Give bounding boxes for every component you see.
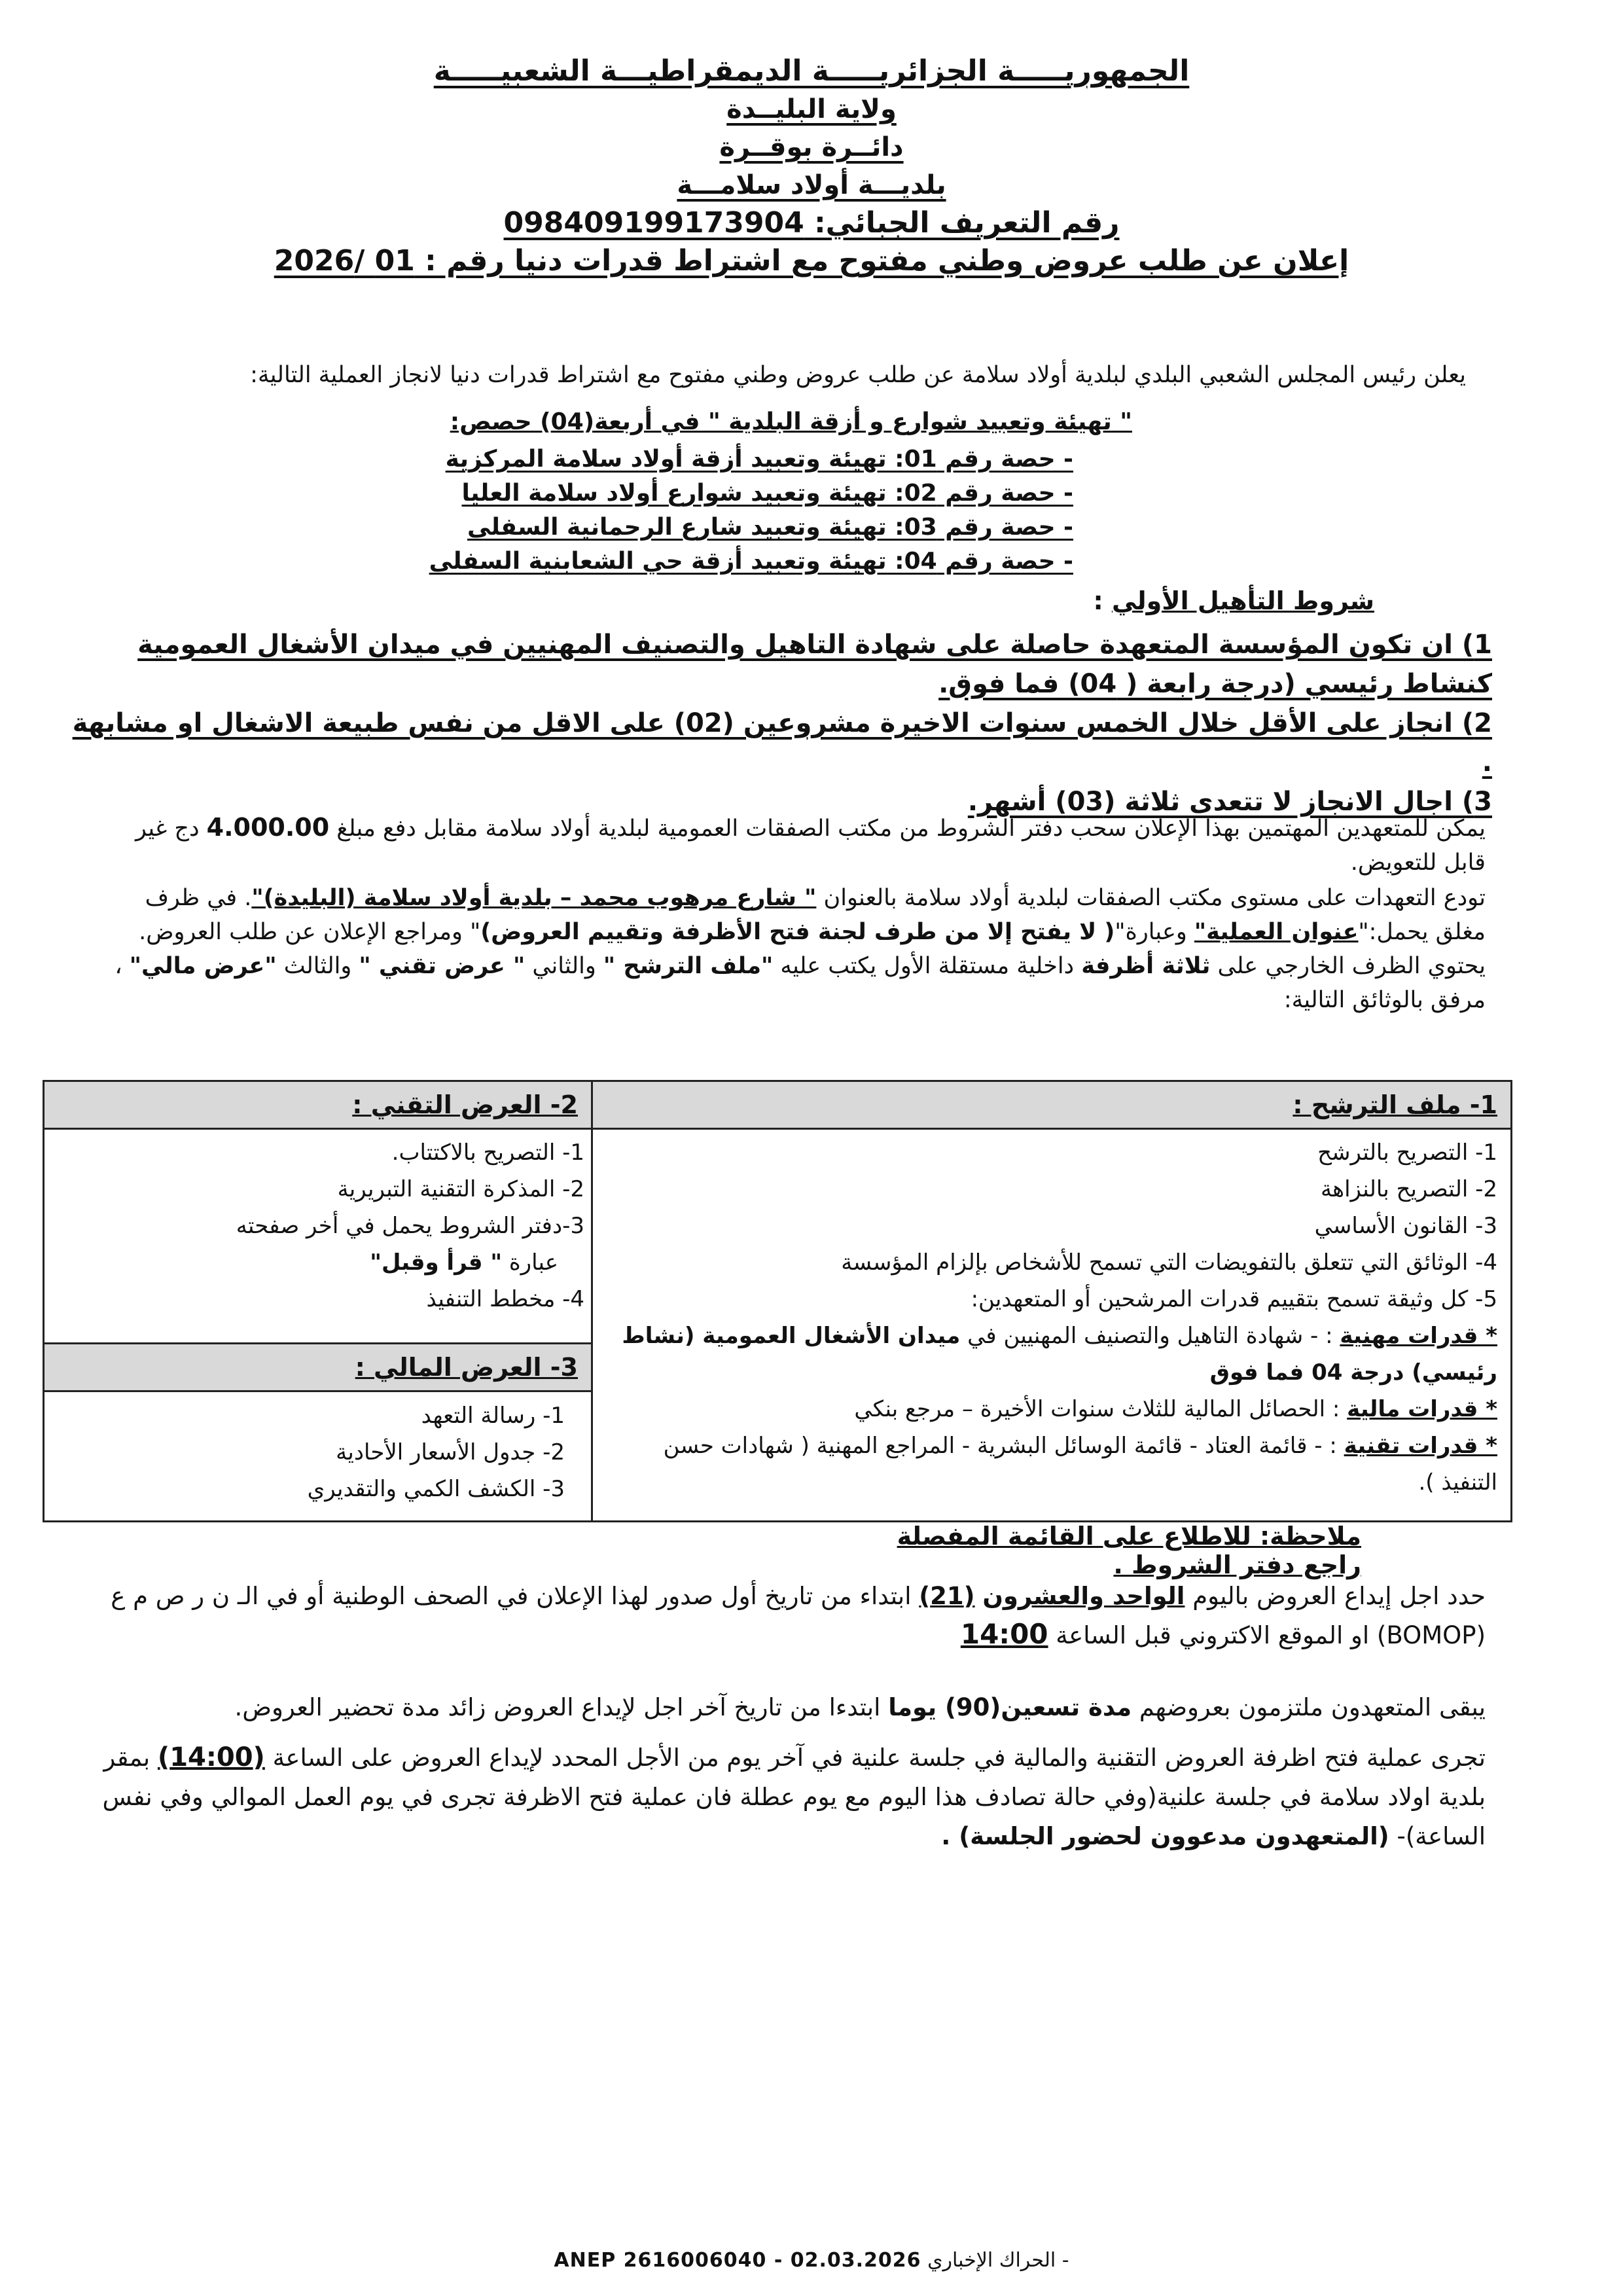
deadline-time: 14:00 [960,1618,1048,1650]
intro-line: يعلن رئيس المجلس الشعبي البلدي لبلدية أولاد سلامة عن طلب عروض وطني مفتوح مع اشتراط قدرات دنيا لانجاز العملية التالية: [250,362,1466,388]
condition-item: 2) انجاز على الأقل خلال الخمس سنوات الاخيرة مشروعين (02) على الاقل من نفس طبيعة الاشغال او مشابهة . [72,708,1492,778]
list-item: 2- المذكرة التقنية التبريرية [337,1176,584,1202]
financial-header-row [45,1342,591,1392]
financial-cell [54,1397,565,1507]
opening-paragraph: تجرى عملية فتح اظرفة العروض التقنية والمالية في جلسة علنية في آخر يوم من الأجل المحدد لإيداع العروض على الساعة (14:00) بمقر بلدية اولاد سلامة في جلسة علنية(وفي حالة تصادف هذا اليوم مع يوم عطلة فان عملية فتح الاظرفة تجرى في يوم العمل الموالي وفي نفس الساعة)- (المتعهدون مدعوون لحضور الجلسة) . [102,1742,1486,1850]
deposit-address: " شارع مرهوب محمد – بلدية أولاد سلامة (البليدة)" [251,885,817,911]
lot-item: - حصة رقم 04: تهيئة وتعبيد أزقة حي الشعابنية السفلى [429,548,1073,575]
tax-id-value: 098409199173904 [503,206,804,240]
financial-capacity: * قدرات مالية : الحصائل المالية للثلاث سنوات الأخيرة – مرجع بنكي [854,1396,1497,1422]
republic-title: الجمهوريـــــة الجزائريـــــة الديمقراطيـــة الشعبيـــــة [433,54,1190,88]
header [0,52,1623,280]
tax-id-line: رقم التعريف الجبائي: 098409199173904 [503,206,1120,240]
lot-item: - حصة رقم 02: تهيئة وتعبيد شوارع أولاد سلامة العليا [461,480,1073,507]
eligibility-title: شروط التأهيل الأولي : [1093,586,1374,615]
envelopes-paragraph: يحتوي الظرف الخارجي على ثلاثة أظرفة داخلية مستقلة الأول يكتب عليه "ملف الترشح " والثاني " عرض تقني " والثالث "عرض مالي" ، مرفق بالوثائق التالية: [115,953,1486,1013]
condition-item: 3) اجال الانجاز لا تتعدى ثلاثة (03) أشهر. [967,787,1492,817]
withdrawal-paragraph: يمكن للمتعهدين المهتمين بهذا الإعلان سحب دفتر الشروط من مكتب الصفقات العمومية لبلدية أولاد سلامة مقابل دفع مبلغ 4.000.00 دج غير قابل للتعويض. [135,813,1486,876]
list-item: 1- رسالة التعهد [421,1403,565,1429]
daira-title: دائــرة بوقــرة [719,132,904,162]
candidacy-cell [601,1134,1497,1501]
list-item: 1- التصريح بالاكتتاب. [391,1139,584,1166]
financial-header: 3- العرض المالي : [355,1353,578,1382]
technical-header: 2- العرض التقني : [352,1090,578,1119]
commune-title: بلديـــة أولاد سلامـــة [677,170,946,200]
documents-table [43,1080,1512,1522]
intro [98,359,1466,391]
list-item: 3-دفتر الشروط يحمل في أخر صفحته [236,1213,584,1239]
list-item: 1- التصريح بالترشح [1317,1139,1497,1166]
amount: 4.000.00 [206,813,330,842]
technical-capacity: * قدرات تقنية : - قائمة العتاد - قائمة الوسائل البشرية - المراجع المهنية ( شهادات حسن التنفيذ ). [663,1433,1497,1496]
list-item: 4- الوثائق التي تتعلق بالتفويضات التي تسمح للأشخاص بإلزام المؤسسة [841,1249,1497,1276]
wilaya-title: ولاية البليــدة [726,94,897,124]
candidacy-header: 1- ملف الترشح : [1293,1090,1497,1119]
list-item: 4- مخطط التنفيذ [426,1286,584,1312]
list-item: 3- القانون الأساسي [1314,1213,1497,1239]
list-item: 3- الكشف الكمي والتقديري [307,1476,565,1502]
deadline-paragraph: حدد اجل إيداع العروض باليوم الواحد والعشرون (21) ابتداء من تاريخ أول صدور لهذا الإعلان في الصحف الوطنية أو في الـ ن ر ص م ع (BOMOP) او الموقع الاكتروني قبل الساعة 14:00 [111,1582,1486,1650]
condition-item: 1) ان تكون المؤسسة المتعهدة حاصلة على شهادة التاهيل والتصنيف المهنيين في ميدان الأشغال العمومية كنشاط رئيسي (درجة رابعة ( 04) فما فوق. [137,630,1492,699]
lots-list [419,442,1073,579]
eligibility-conditions [72,625,1492,821]
table-divider [591,1082,593,1520]
operation-title: " تهيئة وتعبيد شوارع و أزقة البلدية " في أربعة(04) حصص: [450,408,1132,435]
footer [0,2249,1623,2272]
professional-capacity: * قدرات مهنية : - شهادة التاهيل والتصنيف المهنيين في ميدان الأشغال العمومية (نشاط رئيسي) درجة 04 فما فوق [622,1323,1497,1386]
list-item: 2- جدول الأسعار الأحادية [336,1439,565,1465]
list-item: عبارة " قرأ وقبل" [370,1249,558,1276]
lot-item: - حصة رقم 03: تهيئة وتعبيد شارع الرحمانية السفلى [467,514,1073,541]
announcement-title: إعلان عن طلب عروض وطني مفتوح مع اشتراط قدرات دنيا رقم : 01 /2026 [274,244,1349,278]
anep-reference: ANEP 2616006040 - 02.03.2026 [554,2249,921,2272]
note: ملاحظة: للاطلاع على القائمة المفصلة راجع دفتر الشروط . [897,1522,1361,1579]
lot-item: - حصة رقم 01: تهيئة وتعبيد أزقة أولاد سلامة المركزية [445,446,1073,473]
list-item: 2- التصريح بالنزاهة [1320,1176,1497,1202]
validity-paragraph: يبقى المتعهدون ملتزمون بعروضهم مدة تسعين(90) يوما ابتدءا من تاريخ آخر اجل لإيداع العروض زائد مدة تحضير العروض. [234,1693,1486,1721]
deposit-paragraph: تودع التعهدات على مستوى مكتب الصفقات لبلدية أولاد سلامة بالعنوان " شارع مرهوب محمد – بلدية أولاد سلامة (البليدة)". في ظرف مغلق يحمل:"عنوان العملية" وعبارة"( لا يفتح إلا من طرف لجنة فتح الأظرفة وتقييم العروض)" ومراجع الإعلان عن طلب العروض. [139,885,1486,945]
newspaper-name: الحراك الإخباري - [927,2249,1069,2272]
list-item: 5- كل وثيقة تسمح بتقييم قدرات المرشحين أو المتعهدين: [971,1286,1497,1312]
technical-cell [54,1134,584,1318]
